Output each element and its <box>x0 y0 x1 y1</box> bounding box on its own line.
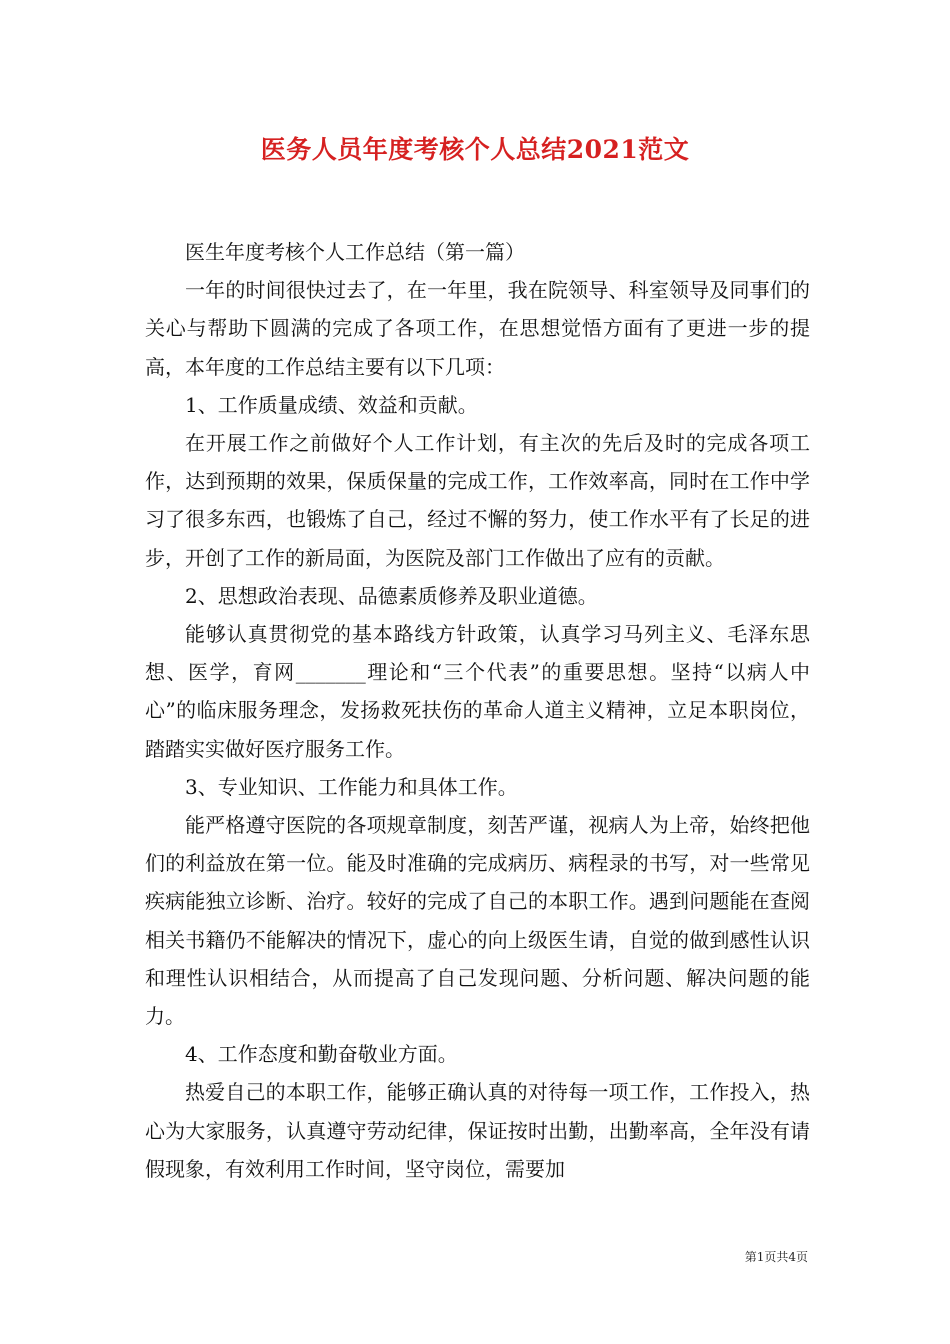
section-heading: 3、专业知识、工作能力和具体工作。 <box>185 774 518 799</box>
paragraph: 能严格遵守医院的各项规章制度，刻苦严谨，视病人为上帝，始终把他们的利益放在第一位。能及时准确的完成病历、病程录的书写，对一些常见疾病能独立诊断、治疗。较好的完成了自己的本职工作。遇到问题能在查阅相关书籍仍不能解决的情况下，虚心的向上级医生请，自觉的做到感性认识和理性认识相结合，从而提高了自己发现问题、分析问题、解决问题的能力。 <box>145 813 810 1029</box>
paragraph: 一年的时间很快过去了，在一年里，我在院领导、科室领导及同事们的关心与帮助下圆满的完成了各项工作，在思想觉悟方面有了更进一步的提高，本年度的工作总结主要有以下几项： <box>145 278 810 379</box>
paragraph: 在开展工作之前做好个人工作计划，有主次的先后及时的完成各项工作，达到预期的效果，保质保量的完成工作，工作效率高，同时在工作中学习了很多东西，也锻炼了自己，经过不懈的努力，使工作水平有了长足的进步，开创了工作的新局面，为医院及部门工作做出了应有的贡献。 <box>145 431 810 570</box>
section-heading: 1、工作质量成绩、效益和贡献。 <box>185 392 478 417</box>
paragraph: 能够认真贯彻党的基本路线方针政策，认真学习马列主义、毛泽东思想、医学，育网_______理论和“三个代表”的重要思想。坚持“以病人中心”的临床服务理念，发扬救死扶伤的革命人道主义精神，立足本职岗位，踏踏实实做好医疗服务工作。 <box>145 622 810 761</box>
document-body <box>145 233 810 1188</box>
section-subtitle: 医生年度考核个人工作总结（第一篇） <box>185 240 525 264</box>
section-heading: 2、思想政治表现、品德素质修养及职业道德。 <box>185 583 598 608</box>
paragraph: 热爱自己的本职工作，能够正确认真的对待每一项工作，工作投入，热心为大家服务，认真遵守劳动纪律，保证按时出勤，出勤率高，全年没有请假现象，有效利用工作时间，坚守岗位，需要加 <box>145 1080 810 1181</box>
document-title: 医务人员年度考核个人总结2021范文 <box>260 135 690 164</box>
page-number-footer: 第1页共4页 <box>744 1250 808 1264</box>
section-heading: 4、工作态度和勤奋敬业方面。 <box>185 1042 458 1067</box>
